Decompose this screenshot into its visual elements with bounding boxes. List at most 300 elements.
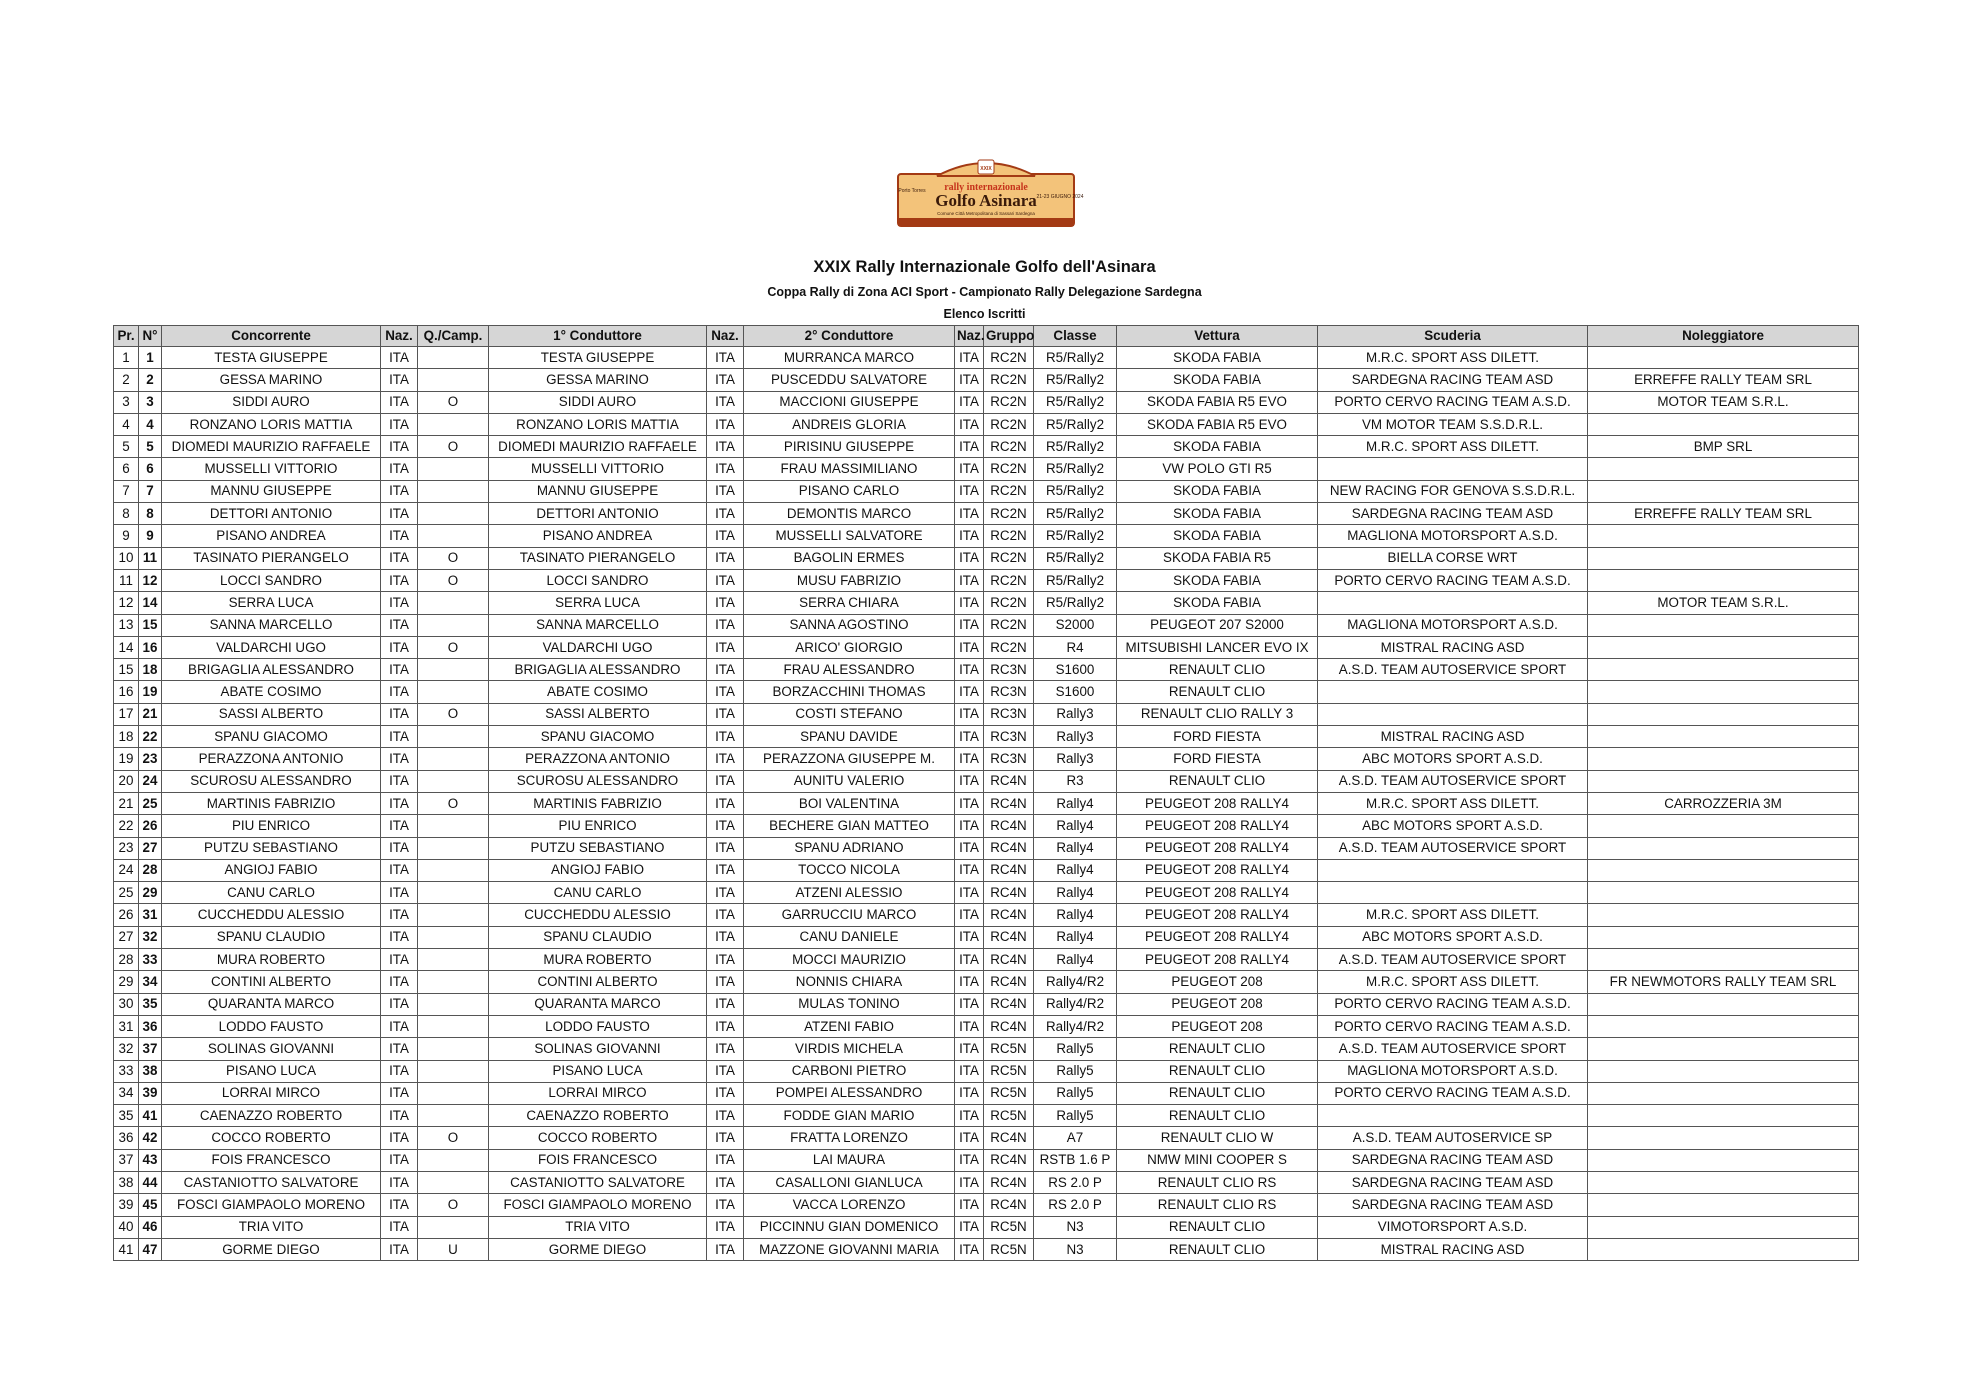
table-cell: 41 [114, 1238, 139, 1260]
table-cell: 39 [139, 1082, 162, 1104]
table-cell: SKODA FABIA [1117, 503, 1318, 525]
table-cell: U [418, 1238, 489, 1260]
column-header: Classe [1034, 326, 1117, 347]
table-cell: 7 [139, 480, 162, 502]
table-cell: R5/Rally2 [1034, 436, 1117, 458]
table-cell: 4 [139, 413, 162, 435]
table-cell: Rally4 [1034, 949, 1117, 971]
table-cell: PEUGEOT 208 [1117, 971, 1318, 993]
table-cell: 39 [114, 1194, 139, 1216]
table-cell: RC4N [984, 837, 1034, 859]
table-cell: FOSCI GIAMPAOLO MORENO [489, 1194, 707, 1216]
table-cell: ITA [707, 391, 744, 413]
table-cell: 1 [139, 347, 162, 369]
table-cell: MAGLIONA MOTORSPORT A.S.D. [1318, 614, 1588, 636]
table-cell: Rally4 [1034, 837, 1117, 859]
table-cell: LOCCI SANDRO [489, 569, 707, 591]
table-cell: 36 [139, 1015, 162, 1037]
table-cell: SOLINAS GIOVANNI [162, 1038, 381, 1060]
table-cell: PUTZU SEBASTIANO [489, 837, 707, 859]
table-cell: 2 [114, 369, 139, 391]
table-cell: RC3N [984, 703, 1034, 725]
table-cell [418, 413, 489, 435]
table-cell: ITA [381, 1194, 418, 1216]
table-row [114, 703, 1859, 725]
table-cell: ITA [955, 413, 984, 435]
table-cell: ITA [381, 837, 418, 859]
table-cell: SARDEGNA RACING TEAM ASD [1318, 369, 1588, 391]
table-cell: 40 [114, 1216, 139, 1238]
table-cell: R5/Rally2 [1034, 592, 1117, 614]
table-cell: 36 [114, 1127, 139, 1149]
table-cell: 19 [114, 748, 139, 770]
table-cell [418, 1216, 489, 1238]
table-cell: MACCIONI GIUSEPPE [744, 391, 955, 413]
table-cell: RENAULT CLIO RALLY 3 [1117, 703, 1318, 725]
entry-list-table [113, 325, 1859, 1261]
table-cell: 26 [139, 815, 162, 837]
table-cell: ITA [381, 703, 418, 725]
table-cell: PORTO CERVO RACING TEAM A.S.D. [1318, 1082, 1588, 1104]
table-cell: ITA [381, 525, 418, 547]
table-cell: A.S.D. TEAM AUTOSERVICE SPORT [1318, 770, 1588, 792]
table-row [114, 1060, 1859, 1082]
table-cell: MURA ROBERTO [162, 949, 381, 971]
table-cell: 46 [139, 1216, 162, 1238]
table-cell: LORRAI MIRCO [162, 1082, 381, 1104]
table-cell: 45 [139, 1194, 162, 1216]
table-cell: MISTRAL RACING ASD [1318, 636, 1588, 658]
table-row [114, 815, 1859, 837]
logo-line2: Golfo Asinara [935, 191, 1037, 210]
table-body [114, 347, 1859, 1261]
table-cell: Rally3 [1034, 726, 1117, 748]
table-cell: ITA [707, 1127, 744, 1149]
table-cell: ITA [707, 882, 744, 904]
table-cell: ITA [707, 525, 744, 547]
table-cell: ITA [707, 659, 744, 681]
table-cell: PORTO CERVO RACING TEAM A.S.D. [1318, 993, 1588, 1015]
table-cell: A.S.D. TEAM AUTOSERVICE SPORT [1318, 837, 1588, 859]
table-cell: RC4N [984, 770, 1034, 792]
table-cell: 31 [139, 904, 162, 926]
table-row [114, 1194, 1859, 1216]
table-cell [1588, 1238, 1859, 1260]
table-cell: CAENAZZO ROBERTO [489, 1105, 707, 1127]
table-cell: RC3N [984, 726, 1034, 748]
table-cell: 8 [139, 503, 162, 525]
table-cell: PEUGEOT 208 [1117, 993, 1318, 1015]
table-cell: RC3N [984, 681, 1034, 703]
table-cell: 7 [114, 480, 139, 502]
table-cell: N3 [1034, 1216, 1117, 1238]
table-cell: 13 [114, 614, 139, 636]
table-cell: 23 [114, 837, 139, 859]
column-header: Q./Camp. [418, 326, 489, 347]
table-cell: AUNITU VALERIO [744, 770, 955, 792]
table-cell: ITA [707, 1194, 744, 1216]
column-header: Scuderia [1318, 326, 1588, 347]
page-subtitle: Coppa Rally di Zona ACI Sport - Campionato Rally Delegazione Sardegna [767, 285, 1202, 299]
table-cell: RENAULT CLIO [1117, 1060, 1318, 1082]
table-cell: ITA [707, 904, 744, 926]
table-cell: 8 [114, 503, 139, 525]
table-cell: ITA [707, 949, 744, 971]
table-cell: 26 [114, 904, 139, 926]
table-cell: ITA [381, 971, 418, 993]
table-cell: ITA [955, 369, 984, 391]
table-cell: 20 [114, 770, 139, 792]
table-cell: ITA [381, 413, 418, 435]
table-cell [1588, 659, 1859, 681]
table-cell: 5 [114, 436, 139, 458]
table-cell: RC2N [984, 592, 1034, 614]
table-cell: 29 [114, 971, 139, 993]
table-cell: RENAULT CLIO RS [1117, 1171, 1318, 1193]
table-cell: MUSSELLI VITTORIO [489, 458, 707, 480]
table-cell: SKODA FABIA R5 EVO [1117, 413, 1318, 435]
table-cell: Rally4 [1034, 904, 1117, 926]
table-cell: ABC MOTORS SPORT A.S.D. [1318, 748, 1588, 770]
table-cell: ITA [707, 547, 744, 569]
table-cell: ITA [955, 1171, 984, 1193]
table-cell: ITA [707, 1149, 744, 1171]
table-cell: MOTOR TEAM S.R.L. [1588, 391, 1859, 413]
table-cell: 2 [139, 369, 162, 391]
table-cell: ITA [381, 770, 418, 792]
table-cell: ITA [381, 1238, 418, 1260]
table-cell: Rally3 [1034, 748, 1117, 770]
table-cell: ITA [955, 993, 984, 1015]
table-cell: ITA [707, 1038, 744, 1060]
table-cell: ITA [707, 792, 744, 814]
table-cell: ITA [955, 726, 984, 748]
table-cell: ITA [381, 369, 418, 391]
table-cell: GORME DIEGO [489, 1238, 707, 1260]
table-cell: RONZANO LORIS MATTIA [489, 413, 707, 435]
table-cell: ITA [955, 792, 984, 814]
table-cell: ITA [955, 480, 984, 502]
table-cell: 27 [139, 837, 162, 859]
table-cell: ITA [381, 926, 418, 948]
table-cell: ITA [381, 480, 418, 502]
table-cell: ITA [381, 636, 418, 658]
table-cell: MOTOR TEAM S.R.L. [1588, 592, 1859, 614]
table-cell: VIRDIS MICHELA [744, 1038, 955, 1060]
table-cell: 34 [114, 1082, 139, 1104]
table-cell: ITA [707, 1105, 744, 1127]
column-header: Naz. [381, 326, 418, 347]
table-row [114, 592, 1859, 614]
table-cell: ANGIOJ FABIO [489, 859, 707, 881]
table-cell: 32 [139, 926, 162, 948]
table-cell: ITA [955, 949, 984, 971]
table-cell: RONZANO LORIS MATTIA [162, 413, 381, 435]
table-cell: 23 [139, 748, 162, 770]
table-cell: RC4N [984, 993, 1034, 1015]
table-cell [1318, 681, 1588, 703]
table-cell: ITA [381, 547, 418, 569]
table-cell: SKODA FABIA [1117, 592, 1318, 614]
table-cell: QUARANTA MARCO [162, 993, 381, 1015]
table-cell: LORRAI MIRCO [489, 1082, 707, 1104]
table-header-row [114, 326, 1859, 347]
table-cell: PEUGEOT 208 RALLY4 [1117, 815, 1318, 837]
table-cell: PEUGEOT 208 [1117, 1015, 1318, 1037]
table-cell: DETTORI ANTONIO [162, 503, 381, 525]
table-cell: S1600 [1034, 681, 1117, 703]
table-cell: 9 [114, 525, 139, 547]
table-cell: RC2N [984, 503, 1034, 525]
table-row [114, 1082, 1859, 1104]
table-cell [1318, 458, 1588, 480]
table-cell: ITA [381, 458, 418, 480]
table-cell: ITA [707, 926, 744, 948]
table-cell: SPANU GIACOMO [489, 726, 707, 748]
table-cell: ITA [955, 904, 984, 926]
table-cell: ITA [381, 1082, 418, 1104]
list-title: Elenco Iscritti [943, 307, 1026, 321]
table-cell: BECHERE GIAN MATTEO [744, 815, 955, 837]
table-cell: SANNA MARCELLO [162, 614, 381, 636]
column-header: 2° Conduttore [744, 326, 955, 347]
table-row [114, 480, 1859, 502]
table-cell: RC5N [984, 1216, 1034, 1238]
table-cell [418, 1105, 489, 1127]
table-cell: SERRA LUCA [162, 592, 381, 614]
table-cell: PORTO CERVO RACING TEAM A.S.D. [1318, 391, 1588, 413]
table-cell [1588, 480, 1859, 502]
table-cell [418, 926, 489, 948]
table-cell: ITA [381, 1216, 418, 1238]
table-cell: BRIGAGLIA ALESSANDRO [489, 659, 707, 681]
table-cell: PUSCEDDU SALVATORE [744, 369, 955, 391]
rally-logo [897, 156, 1084, 227]
table-cell: 38 [139, 1060, 162, 1082]
column-header: Pr. [114, 326, 139, 347]
table-cell: PERAZZONA ANTONIO [489, 748, 707, 770]
table-cell: ITA [707, 1082, 744, 1104]
table-cell [1588, 547, 1859, 569]
table-cell: SPANU CLAUDIO [489, 926, 707, 948]
logo-bottom: Comune Città Metropolitana di Sassari Sardegna [937, 211, 1035, 216]
table-cell: DIOMEDI MAURIZIO RAFFAELE [162, 436, 381, 458]
table-cell: ITA [955, 547, 984, 569]
table-cell [418, 1060, 489, 1082]
logo-line1: rally internazionale [944, 182, 1028, 193]
table-cell: Rally3 [1034, 703, 1117, 725]
table-row [114, 1015, 1859, 1037]
table-cell [418, 659, 489, 681]
table-cell: CASTANIOTTO SALVATORE [489, 1171, 707, 1193]
table-cell: COCCO ROBERTO [162, 1127, 381, 1149]
table-cell: 12 [114, 592, 139, 614]
table-cell: RC2N [984, 480, 1034, 502]
table-cell: SIDDI AURO [489, 391, 707, 413]
table-cell: ITA [707, 458, 744, 480]
table-cell: 1 [114, 347, 139, 369]
table-cell: RC4N [984, 815, 1034, 837]
table-cell: ITA [955, 703, 984, 725]
table-cell: ITA [381, 436, 418, 458]
table-cell: 3 [139, 391, 162, 413]
table-row [114, 636, 1859, 658]
table-cell [1588, 1149, 1859, 1171]
table-cell [1588, 882, 1859, 904]
table-cell: RC2N [984, 547, 1034, 569]
table-cell: ITA [955, 1127, 984, 1149]
table-cell: QUARANTA MARCO [489, 993, 707, 1015]
table-cell: PEUGEOT 208 RALLY4 [1117, 904, 1318, 926]
table-cell: SKODA FABIA R5 [1117, 547, 1318, 569]
column-header: Naz. [955, 326, 984, 347]
table-cell: R5/Rally2 [1034, 347, 1117, 369]
table-cell: SANNA AGOSTINO [744, 614, 955, 636]
table-cell: 38 [114, 1171, 139, 1193]
table-cell: VALDARCHI UGO [489, 636, 707, 658]
table-cell [1588, 1082, 1859, 1104]
table-cell: CANU CARLO [489, 882, 707, 904]
table-cell: ITA [707, 413, 744, 435]
table-cell: NEW RACING FOR GENOVA S.S.D.R.L. [1318, 480, 1588, 502]
table-cell: RC2N [984, 413, 1034, 435]
table-row [114, 391, 1859, 413]
table-cell: BAGOLIN ERMES [744, 547, 955, 569]
table-cell: S2000 [1034, 614, 1117, 636]
table-cell: ITA [381, 1105, 418, 1127]
table-cell: LODDO FAUSTO [489, 1015, 707, 1037]
table-cell: ITA [707, 1060, 744, 1082]
table-cell: O [418, 792, 489, 814]
table-row [114, 1127, 1859, 1149]
table-cell: MUSSELLI VITTORIO [162, 458, 381, 480]
table-cell: RENAULT CLIO [1117, 681, 1318, 703]
table-cell: PIU ENRICO [162, 815, 381, 837]
table-cell: RC2N [984, 458, 1034, 480]
table-cell: 28 [114, 949, 139, 971]
table-cell: 16 [139, 636, 162, 658]
table-cell: 5 [139, 436, 162, 458]
table-cell: ITA [381, 614, 418, 636]
table-cell [1588, 703, 1859, 725]
table-cell: BORZACCHINI THOMAS [744, 681, 955, 703]
table-cell: ITA [955, 1015, 984, 1037]
table-cell: ITA [707, 748, 744, 770]
table-cell: ITA [381, 792, 418, 814]
table-cell [1588, 949, 1859, 971]
table-cell: ITA [381, 904, 418, 926]
table-cell: RENAULT CLIO RS [1117, 1194, 1318, 1216]
table-cell: VM MOTOR TEAM S.S.D.R.L. [1318, 413, 1588, 435]
table-cell: RC5N [984, 1060, 1034, 1082]
table-cell: ITA [707, 347, 744, 369]
table-cell: FRAU ALESSANDRO [744, 659, 955, 681]
table-cell: PEUGEOT 208 RALLY4 [1117, 926, 1318, 948]
table-cell: ITA [955, 837, 984, 859]
logo-left: Porto Torres [898, 188, 926, 194]
table-cell: RC4N [984, 949, 1034, 971]
table-cell: ITA [381, 859, 418, 881]
table-cell: RC2N [984, 525, 1034, 547]
table-cell [418, 1038, 489, 1060]
table-cell: ITA [381, 1015, 418, 1037]
table-cell: 16 [114, 681, 139, 703]
table-cell: SANNA MARCELLO [489, 614, 707, 636]
table-cell [418, 949, 489, 971]
table-cell: TRIA VITO [489, 1216, 707, 1238]
table-cell: A.S.D. TEAM AUTOSERVICE SPORT [1318, 659, 1588, 681]
table-cell: ITA [381, 503, 418, 525]
table-cell [1588, 636, 1859, 658]
table-cell: Rally4 [1034, 792, 1117, 814]
table-cell: 31 [114, 1015, 139, 1037]
table-cell: MARTINIS FABRIZIO [489, 792, 707, 814]
table-cell: ITA [707, 369, 744, 391]
table-cell: MUSSELLI SALVATORE [744, 525, 955, 547]
table-cell [418, 347, 489, 369]
table-cell: M.R.C. SPORT ASS DILETT. [1318, 347, 1588, 369]
table-cell: ITA [707, 503, 744, 525]
table-cell: ITA [707, 815, 744, 837]
table-cell: 14 [139, 592, 162, 614]
table-cell: MITSUBISHI LANCER EVO IX [1117, 636, 1318, 658]
table-cell: 25 [139, 792, 162, 814]
table-row [114, 1171, 1859, 1193]
table-cell: 30 [114, 993, 139, 1015]
table-cell: 24 [114, 859, 139, 881]
table-cell: ATZENI ALESSIO [744, 882, 955, 904]
table-cell [1588, 347, 1859, 369]
table-cell: 22 [139, 726, 162, 748]
page-title: XXIX Rally Internazionale Golfo dell'Asinara [813, 258, 1156, 276]
table-cell: PIRISINU GIUSEPPE [744, 436, 955, 458]
table-cell: Rally4 [1034, 859, 1117, 881]
table-cell: ITA [955, 1038, 984, 1060]
table-cell: 37 [114, 1149, 139, 1171]
table-cell: PISANO LUCA [162, 1060, 381, 1082]
table-row [114, 1038, 1859, 1060]
table-cell: 27 [114, 926, 139, 948]
table-cell [1588, 413, 1859, 435]
table-cell: RC4N [984, 904, 1034, 926]
table-cell: ITA [955, 391, 984, 413]
table-cell: 18 [139, 659, 162, 681]
table-cell: SKODA FABIA [1117, 369, 1318, 391]
table-cell: VALDARCHI UGO [162, 636, 381, 658]
table-cell: TASINATO PIERANGELO [162, 547, 381, 569]
table-cell: PERAZZONA GIUSEPPE M. [744, 748, 955, 770]
table-cell: MARTINIS FABRIZIO [162, 792, 381, 814]
table-cell: ITA [955, 748, 984, 770]
table-cell: ITA [381, 1149, 418, 1171]
table-cell: ITA [381, 726, 418, 748]
table-cell: CONTINI ALBERTO [489, 971, 707, 993]
table-row [114, 659, 1859, 681]
table-cell: ITA [955, 971, 984, 993]
table-cell: ITA [707, 480, 744, 502]
table-cell: NMW MINI COOPER S [1117, 1149, 1318, 1171]
table-cell [1588, 1194, 1859, 1216]
table-cell [418, 815, 489, 837]
table-cell: R5/Rally2 [1034, 503, 1117, 525]
table-row [114, 347, 1859, 369]
table-cell: RC4N [984, 926, 1034, 948]
table-cell: LAI MAURA [744, 1149, 955, 1171]
table-row [114, 458, 1859, 480]
table-cell: 25 [114, 882, 139, 904]
table-cell: FOSCI GIAMPAOLO MORENO [162, 1194, 381, 1216]
table-cell: Rally5 [1034, 1082, 1117, 1104]
